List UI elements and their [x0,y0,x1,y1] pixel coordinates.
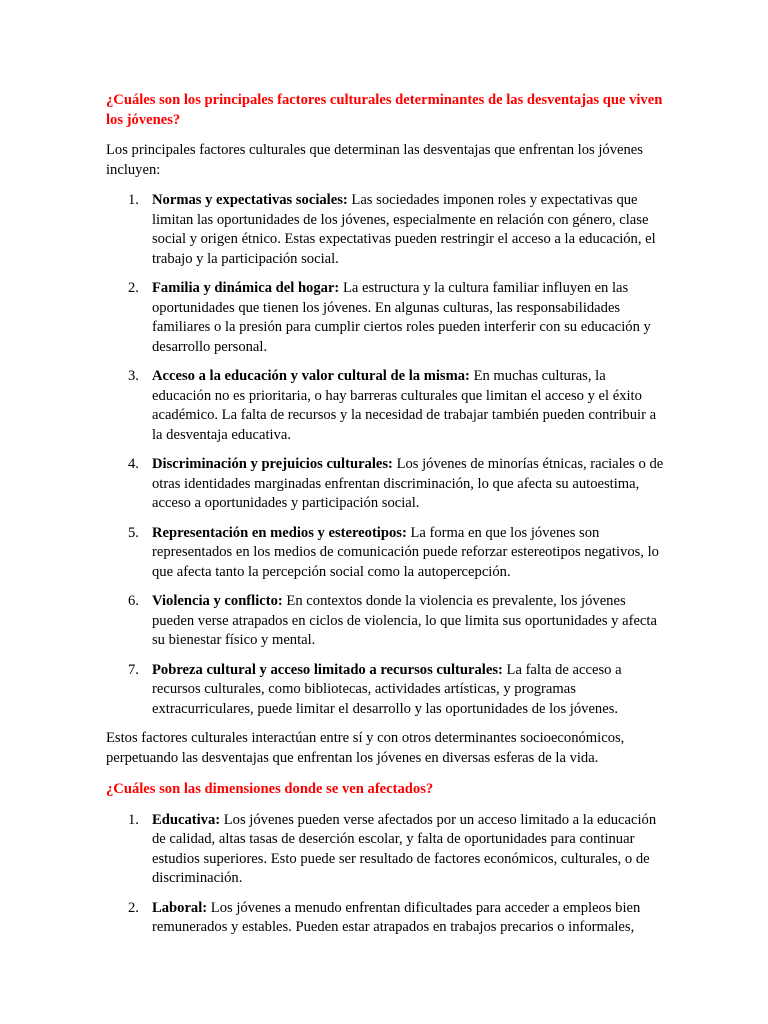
list-term: Discriminación y prejuicios culturales: [152,456,393,472]
list-number: 2. [128,280,139,296]
list-item [106,455,666,514]
list-item [106,191,666,269]
list-text: La falta de acceso a recursos culturales, como bibliotecas, actividades artísticas, y programas extracurriculares, puede limitar el desarrollo y las oportunidades de los jóvenes. [152,661,622,717]
intro-paragraph: Los principales factores culturales que determinan las desventajas que enfrentan los jóvenes incluyen: [106,142,643,178]
list-term: Representación en medios y estereotipos: [152,524,407,541]
list-term: Acceso a la educación y valor cultural de la misma: [152,368,470,384]
list-number: 5. [128,524,139,541]
document-page [106,91,666,948]
list-text: La forma en que los jóvenes son representados en los medios de comunicación puede reforzar estereotipos negativos, lo que afecta tanto la percepción social como la autopercepción. [152,524,659,580]
list-number: 6. [128,593,139,609]
list-text: En muchas culturas, la educación no es prioritaria, o hay barreras culturales que limitan el acceso y el éxito académico. La falta de recursos y la necesidad de trabajar también pueden contribuir a la desventaja educativa. [152,368,657,443]
list-term: Educativa: [152,811,221,828]
list-term: Familia y dinámica del hogar: [152,280,340,296]
list-text: Los jóvenes pueden verse afectados por un acceso limitado a la educación de calidad, altas tasas de deserción escolar, y falta de oportunidades para continuar estudios superiores. Esto puede ser resultado de factores económicos, culturales, o de discriminación. [152,811,657,886]
list-number: 3. [128,368,139,384]
list-number: 1. [128,811,139,828]
list-number: 4. [128,456,139,472]
section-heading-factors: ¿Cuáles son los principales factores culturales determinantes de las desventajas que viven los jóvenes? [106,92,663,128]
list-number: 2. [128,899,139,916]
list-term: Laboral: [152,899,208,916]
list-item [106,524,666,583]
closing-paragraph: Estos factores culturales interactúan entre sí y con otros determinantes socioeconómicos, perpetuando las desventajas que enfrentan los jóvenes en diversas esferas de la vida. [106,730,625,766]
factors-list [106,191,666,719]
list-number: 7. [128,661,139,678]
list-text: En contextos donde la violencia es prevalente, los jóvenes pueden verse atrapados en ciclos de violencia, lo que limita sus oportunidades y afecta su bienestar físico y mental. [152,593,657,648]
list-item [106,811,666,889]
list-term: Normas y expectativas sociales: [152,192,348,208]
list-item [106,279,666,357]
list-term: Pobreza cultural y acceso limitado a recursos culturales: [152,661,503,678]
list-number: 1. [128,192,139,208]
list-text: Las sociedades imponen roles y expectativas que limitan las oportunidades de los jóvenes, especialmente en relación con género, clase social y origen étnico. Estas expectativas pueden restringir el acceso a la educación, el trabajo y la participación social. [152,192,656,267]
list-text: Los jóvenes a menudo enfrentan dificultades para acceder a empleos bien remunerados y estables. Pueden estar atrapados en trabajos precarios o informales, [152,899,641,935]
dimensions-list [106,811,666,938]
list-item [106,899,666,938]
list-text: La estructura y la cultura familiar influyen en las oportunidades que tienen los jóvenes. En algunas culturas, las responsabilidades familiares o la presión para cumplir ciertos roles pueden interferir con su educación y desarrollo personal. [152,280,651,355]
list-item [106,367,666,445]
list-text: Los jóvenes de minorías étnicas, raciales o de otras identidades marginadas enfrentan discriminación, lo que afecta su autoestima, acceso a oportunidades y participación social. [152,456,664,511]
list-item [106,661,666,720]
section-heading-dimensions: ¿Cuáles son las dimensiones donde se ven afectados? [106,781,434,797]
list-item [106,592,666,651]
list-term: Violencia y conflicto: [152,593,283,609]
